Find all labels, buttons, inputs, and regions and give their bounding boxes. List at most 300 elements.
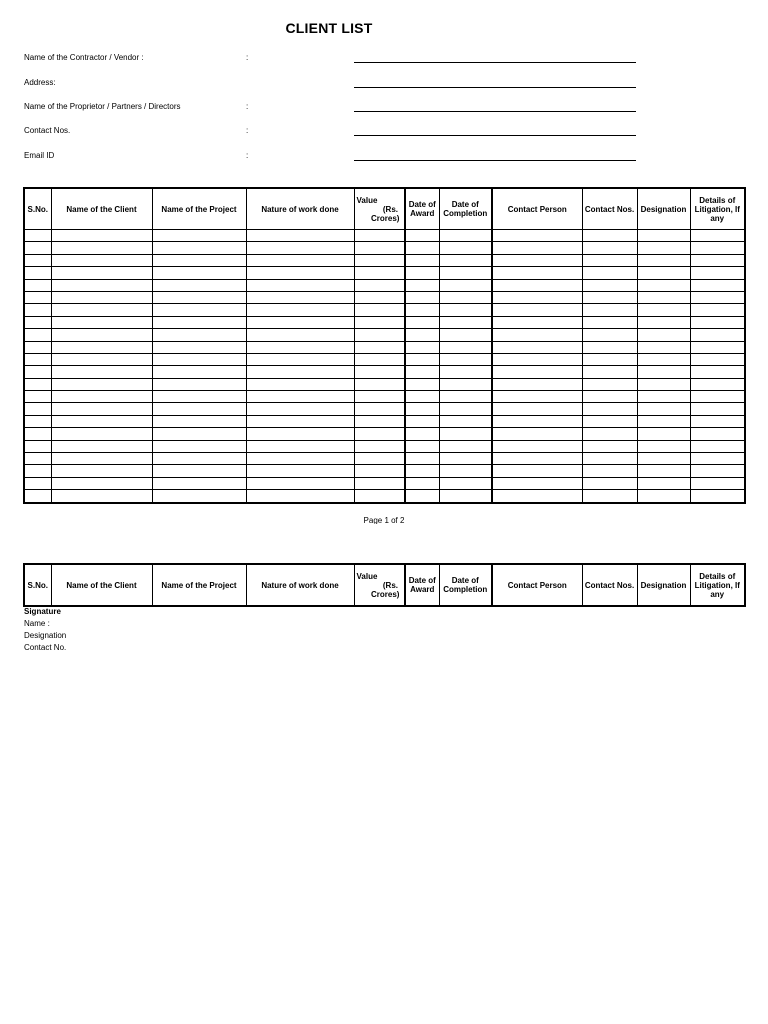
table-cell[interactable] (690, 428, 745, 440)
table-cell[interactable] (152, 242, 246, 254)
table-cell[interactable] (439, 316, 492, 328)
table-cell[interactable] (582, 378, 637, 390)
table-cell[interactable] (152, 465, 246, 477)
table-cell[interactable] (439, 279, 492, 291)
table-cell[interactable] (51, 440, 152, 452)
table-cell[interactable] (24, 415, 51, 427)
table-cell[interactable] (690, 490, 745, 503)
table-cell[interactable] (439, 391, 492, 403)
table-row (24, 304, 745, 316)
table-cell[interactable] (690, 316, 745, 328)
table-cell[interactable] (246, 453, 354, 465)
table-row (24, 465, 745, 477)
table-cell[interactable] (24, 403, 51, 415)
table-cell[interactable] (152, 291, 246, 303)
table-cell[interactable] (582, 477, 637, 489)
table-cell[interactable] (439, 230, 492, 242)
col-header-value (354, 564, 405, 606)
table-cell[interactable] (354, 230, 405, 242)
table-cell[interactable] (24, 304, 51, 316)
table-cell[interactable] (637, 304, 690, 316)
table-cell[interactable] (24, 477, 51, 489)
table-cell[interactable] (637, 490, 690, 503)
table-cell[interactable] (690, 465, 745, 477)
table-cell[interactable] (152, 453, 246, 465)
value-line-2: (Rs. (382, 204, 398, 214)
table-cell[interactable] (439, 242, 492, 254)
table-cell[interactable] (637, 465, 690, 477)
value-line-3: Crores) (371, 213, 400, 223)
table-cell[interactable] (439, 291, 492, 303)
table-cell[interactable] (246, 242, 354, 254)
table-cell[interactable] (637, 341, 690, 353)
table-cell[interactable] (405, 490, 439, 503)
col-header-litigation: Details of Litigation, If any (690, 564, 745, 606)
table-cell[interactable] (492, 230, 582, 242)
table-cell[interactable] (492, 391, 582, 403)
table-cell[interactable] (582, 316, 637, 328)
table-cell[interactable] (582, 391, 637, 403)
table-body (24, 230, 745, 503)
col-header-sno: S.No. (24, 564, 51, 606)
table-cell[interactable] (51, 242, 152, 254)
table-cell[interactable] (582, 453, 637, 465)
table-cell[interactable] (439, 254, 492, 266)
table-cell[interactable] (51, 267, 152, 279)
table-cell[interactable] (51, 353, 152, 365)
table-cell[interactable] (405, 291, 439, 303)
table-cell[interactable] (24, 316, 51, 328)
table-cell[interactable] (354, 490, 405, 503)
table-cell[interactable] (152, 304, 246, 316)
table-cell[interactable] (354, 403, 405, 415)
table-cell[interactable] (246, 267, 354, 279)
table-cell[interactable] (246, 490, 354, 503)
table-cell[interactable] (690, 267, 745, 279)
table-row (24, 230, 745, 242)
table-cell[interactable] (51, 279, 152, 291)
table-cell[interactable] (637, 316, 690, 328)
table-cell[interactable] (492, 242, 582, 254)
table-cell[interactable] (405, 366, 439, 378)
table-cell[interactable] (492, 415, 582, 427)
table-cell[interactable] (582, 403, 637, 415)
table-cell[interactable] (24, 230, 51, 242)
table-cell[interactable] (492, 291, 582, 303)
table-cell[interactable] (152, 353, 246, 365)
table-row (24, 403, 745, 415)
table-cell[interactable] (24, 291, 51, 303)
form-fill-line[interactable] (354, 87, 636, 88)
table-cell[interactable] (690, 453, 745, 465)
table-cell[interactable] (582, 440, 637, 452)
table-cell[interactable] (405, 477, 439, 489)
table-cell[interactable] (405, 242, 439, 254)
table-cell[interactable] (152, 254, 246, 266)
table-row (24, 279, 745, 291)
col-header-client: Name of the Client (51, 188, 152, 230)
table-cell[interactable] (492, 304, 582, 316)
table-row (24, 440, 745, 452)
table-cell[interactable] (637, 353, 690, 365)
table-cell[interactable] (690, 279, 745, 291)
table-cell[interactable] (492, 453, 582, 465)
form-fill-line[interactable] (354, 111, 636, 112)
table-cell[interactable] (246, 403, 354, 415)
table-cell[interactable] (246, 230, 354, 242)
table-cell[interactable] (246, 353, 354, 365)
table-cell[interactable] (690, 415, 745, 427)
form-row-address (24, 78, 644, 92)
value-line-2: (Rs. (382, 580, 398, 590)
table-cell[interactable] (51, 329, 152, 341)
table-cell[interactable] (637, 230, 690, 242)
form-row-proprietor (24, 102, 644, 116)
table-cell[interactable] (405, 341, 439, 353)
table-cell[interactable] (354, 477, 405, 489)
table-cell[interactable] (405, 254, 439, 266)
table-cell[interactable] (354, 366, 405, 378)
table-row (24, 291, 745, 303)
table-cell[interactable] (51, 477, 152, 489)
table-cell[interactable] (439, 267, 492, 279)
signature-designation: Designation (24, 631, 67, 640)
table-cell[interactable] (354, 304, 405, 316)
table-cell[interactable] (24, 353, 51, 365)
table-cell[interactable] (152, 316, 246, 328)
table-cell[interactable] (690, 366, 745, 378)
col-header-designation: Designation (637, 188, 690, 230)
table-cell[interactable] (246, 378, 354, 390)
table-cell[interactable] (405, 453, 439, 465)
table-cell[interactable] (492, 428, 582, 440)
table-cell[interactable] (439, 304, 492, 316)
table-cell[interactable] (690, 329, 745, 341)
form-row-email (24, 151, 644, 165)
table-cell[interactable] (405, 391, 439, 403)
table-cell[interactable] (405, 230, 439, 242)
table-cell[interactable] (152, 440, 246, 452)
table-cell[interactable] (637, 477, 690, 489)
table-cell[interactable] (354, 353, 405, 365)
table-cell[interactable] (405, 415, 439, 427)
form-label: Name of the Contractor / Vendor : (24, 53, 144, 62)
table-row (24, 391, 745, 403)
table-header-row (24, 188, 745, 230)
table-cell[interactable] (690, 440, 745, 452)
table-cell[interactable] (24, 329, 51, 341)
signature-block (24, 606, 66, 654)
table-cell[interactable] (637, 415, 690, 427)
table-cell[interactable] (246, 304, 354, 316)
table-cell[interactable] (152, 267, 246, 279)
table-cell[interactable] (51, 230, 152, 242)
table-cell[interactable] (24, 391, 51, 403)
table-cell[interactable] (405, 329, 439, 341)
table-cell[interactable] (24, 242, 51, 254)
table-cell[interactable] (354, 291, 405, 303)
table-cell[interactable] (24, 254, 51, 266)
table-cell[interactable] (354, 391, 405, 403)
table-cell[interactable] (582, 465, 637, 477)
table-cell[interactable] (354, 279, 405, 291)
table-cell[interactable] (51, 415, 152, 427)
table-cell[interactable] (492, 490, 582, 503)
col-header-project: Name of the Project (152, 564, 246, 606)
table-cell[interactable] (582, 490, 637, 503)
table-row (24, 341, 745, 353)
form-fill-line[interactable] (354, 160, 636, 161)
col-header-nature: Nature of work done (246, 188, 354, 230)
table-cell[interactable] (354, 465, 405, 477)
table-cell[interactable] (582, 279, 637, 291)
table-cell[interactable] (246, 329, 354, 341)
table-cell[interactable] (405, 304, 439, 316)
table-cell[interactable] (405, 428, 439, 440)
table-cell[interactable] (405, 279, 439, 291)
table-cell[interactable] (439, 378, 492, 390)
table-cell[interactable] (582, 254, 637, 266)
table-cell[interactable] (24, 490, 51, 503)
table-cell[interactable] (354, 440, 405, 452)
table-cell[interactable] (246, 440, 354, 452)
table-cell[interactable] (152, 428, 246, 440)
table-cell[interactable] (354, 316, 405, 328)
signature-title: Signature (24, 607, 61, 616)
table-cell[interactable] (439, 341, 492, 353)
table-cell[interactable] (51, 254, 152, 266)
table-cell[interactable] (246, 477, 354, 489)
table-cell[interactable] (51, 341, 152, 353)
table-cell[interactable] (405, 403, 439, 415)
table-row (24, 490, 745, 503)
table-cell[interactable] (24, 366, 51, 378)
form-label: Contact Nos. (24, 126, 71, 135)
table-cell[interactable] (690, 254, 745, 266)
col-header-contact-nos: Contact Nos. (582, 188, 637, 230)
table-cell[interactable] (51, 391, 152, 403)
table-cell[interactable] (354, 453, 405, 465)
table-cell[interactable] (637, 403, 690, 415)
table-cell[interactable] (246, 391, 354, 403)
table-cell[interactable] (690, 291, 745, 303)
table-cell[interactable] (24, 341, 51, 353)
table-cell[interactable] (354, 242, 405, 254)
table-cell[interactable] (152, 490, 246, 503)
table-cell[interactable] (439, 465, 492, 477)
table-cell[interactable] (405, 378, 439, 390)
table-cell[interactable] (690, 230, 745, 242)
table-cell[interactable] (492, 316, 582, 328)
table-cell[interactable] (439, 329, 492, 341)
page-number: Page 1 of 2 (363, 516, 405, 524)
table-cell[interactable] (354, 378, 405, 390)
table-cell[interactable] (690, 378, 745, 390)
table-cell[interactable] (152, 279, 246, 291)
form-row-contractor (24, 53, 644, 67)
table-cell[interactable] (637, 279, 690, 291)
table-row (24, 453, 745, 465)
col-header-nature: Nature of work done (246, 564, 354, 606)
col-header-client: Name of the Client (51, 564, 152, 606)
table-cell[interactable] (439, 440, 492, 452)
table-cell[interactable] (637, 254, 690, 266)
table-cell[interactable] (51, 304, 152, 316)
table-cell[interactable] (492, 403, 582, 415)
table-cell[interactable] (637, 453, 690, 465)
table-cell[interactable] (152, 415, 246, 427)
table-cell[interactable] (246, 428, 354, 440)
form-fill-line[interactable] (354, 135, 636, 136)
page-title: CLIENT LIST (285, 20, 373, 36)
table-cell[interactable] (690, 341, 745, 353)
table-cell[interactable] (354, 415, 405, 427)
form-colon: : (246, 126, 249, 135)
table-cell[interactable] (582, 415, 637, 427)
table-cell[interactable] (582, 267, 637, 279)
table-cell[interactable] (439, 353, 492, 365)
table-cell[interactable] (690, 304, 745, 316)
table-cell[interactable] (492, 366, 582, 378)
table-cell[interactable] (246, 465, 354, 477)
table-cell[interactable] (637, 329, 690, 341)
table-cell[interactable] (51, 403, 152, 415)
table-cell[interactable] (582, 366, 637, 378)
table-cell[interactable] (492, 477, 582, 489)
col-header-contact-nos: Contact Nos. (582, 564, 637, 606)
form-fill-line[interactable] (354, 62, 636, 63)
table-cell[interactable] (246, 366, 354, 378)
table-cell[interactable] (51, 453, 152, 465)
table-cell[interactable] (405, 440, 439, 452)
table-cell[interactable] (51, 366, 152, 378)
table-cell[interactable] (492, 440, 582, 452)
table-cell[interactable] (637, 366, 690, 378)
table-cell[interactable] (582, 341, 637, 353)
table-cell[interactable] (51, 291, 152, 303)
table-cell[interactable] (354, 254, 405, 266)
table-cell[interactable] (690, 242, 745, 254)
table-cell[interactable] (246, 279, 354, 291)
table-cell[interactable] (582, 230, 637, 242)
form-row-contact (24, 126, 644, 140)
table-cell[interactable] (637, 242, 690, 254)
table-cell[interactable] (246, 341, 354, 353)
col-header-completion: Date of Completion (439, 564, 492, 606)
table-cell[interactable] (492, 267, 582, 279)
table-cell[interactable] (582, 428, 637, 440)
col-header-award: Date of Award (405, 564, 439, 606)
table-cell[interactable] (492, 254, 582, 266)
table-cell[interactable] (492, 329, 582, 341)
table-cell[interactable] (582, 291, 637, 303)
table-cell[interactable] (152, 341, 246, 353)
table-cell[interactable] (354, 267, 405, 279)
table-cell[interactable] (354, 341, 405, 353)
table-cell[interactable] (690, 353, 745, 365)
table-cell[interactable] (152, 403, 246, 415)
form-colon: : (246, 53, 249, 62)
table-cell[interactable] (152, 391, 246, 403)
table-row (24, 316, 745, 328)
table-cell[interactable] (582, 353, 637, 365)
table-cell[interactable] (354, 428, 405, 440)
table-cell[interactable] (405, 353, 439, 365)
col-header-contact-person: Contact Person (492, 564, 582, 606)
table-cell[interactable] (51, 465, 152, 477)
signature-contact: Contact No. (24, 643, 67, 652)
table-cell[interactable] (637, 391, 690, 403)
table-cell[interactable] (492, 465, 582, 477)
table-cell[interactable] (246, 291, 354, 303)
table-cell[interactable] (582, 242, 637, 254)
form-label: Address: (24, 78, 56, 87)
table-cell[interactable] (405, 465, 439, 477)
table-cell[interactable] (405, 267, 439, 279)
table-cell[interactable] (439, 490, 492, 503)
table-cell[interactable] (24, 279, 51, 291)
table-cell[interactable] (439, 453, 492, 465)
table-cell[interactable] (637, 378, 690, 390)
table-cell[interactable] (690, 391, 745, 403)
table-row (24, 242, 745, 254)
table-cell[interactable] (152, 230, 246, 242)
table-cell[interactable] (152, 329, 246, 341)
table-cell[interactable] (24, 378, 51, 390)
table-cell[interactable] (492, 353, 582, 365)
table-cell[interactable] (637, 440, 690, 452)
table-cell[interactable] (24, 267, 51, 279)
table-cell[interactable] (492, 378, 582, 390)
table-cell[interactable] (439, 415, 492, 427)
col-header-designation: Designation (637, 564, 690, 606)
table-cell[interactable] (637, 428, 690, 440)
table-cell[interactable] (152, 378, 246, 390)
table-cell[interactable] (24, 428, 51, 440)
table-row (24, 366, 745, 378)
form-colon: : (246, 102, 249, 111)
table-cell[interactable] (246, 415, 354, 427)
table-cell[interactable] (246, 316, 354, 328)
table-cell[interactable] (690, 403, 745, 415)
table-cell[interactable] (354, 329, 405, 341)
table-cell[interactable] (582, 304, 637, 316)
table-header-row (24, 564, 745, 606)
table-cell[interactable] (405, 316, 439, 328)
table-cell[interactable] (24, 453, 51, 465)
table-cell[interactable] (439, 403, 492, 415)
table-cell[interactable] (246, 254, 354, 266)
table-cell[interactable] (492, 341, 582, 353)
table-cell[interactable] (51, 490, 152, 503)
table-cell[interactable] (690, 477, 745, 489)
table-cell[interactable] (637, 291, 690, 303)
table-cell[interactable] (439, 366, 492, 378)
table-cell[interactable] (24, 465, 51, 477)
table-cell[interactable] (152, 477, 246, 489)
table-cell[interactable] (152, 366, 246, 378)
table-cell[interactable] (51, 428, 152, 440)
table-cell[interactable] (492, 279, 582, 291)
table-cell[interactable] (51, 378, 152, 390)
table-cell[interactable] (51, 316, 152, 328)
client-table-continued (23, 563, 746, 607)
table-cell[interactable] (439, 477, 492, 489)
table-cell[interactable] (24, 440, 51, 452)
table-cell[interactable] (637, 267, 690, 279)
table-cell[interactable] (439, 428, 492, 440)
table-cell[interactable] (582, 329, 637, 341)
